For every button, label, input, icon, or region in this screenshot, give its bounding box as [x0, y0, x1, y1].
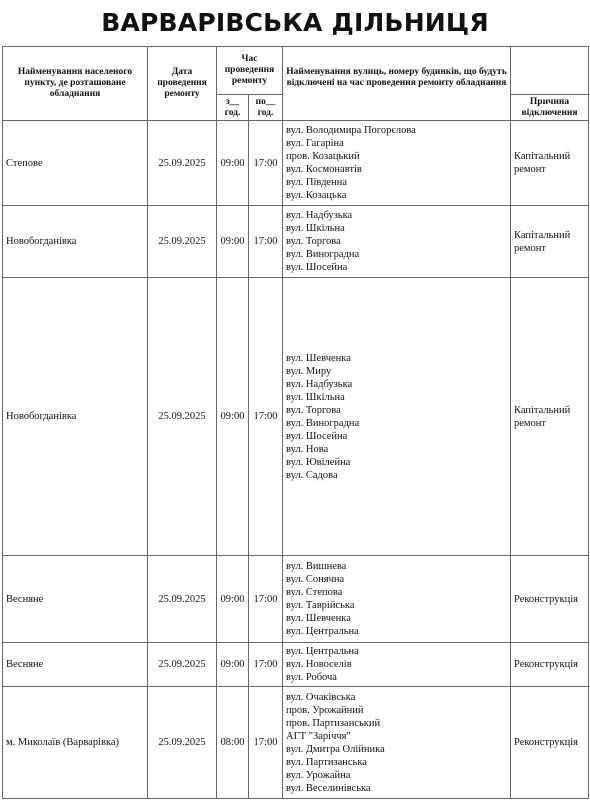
- reason-cell: Капітальний ремонт: [511, 206, 589, 278]
- settlement-cell: м. Миколаїв (Варварівка): [3, 687, 148, 799]
- reason-cell: Капітальний ремонт: [511, 121, 589, 206]
- time-from-cell: 09:00: [217, 121, 249, 206]
- streets-cell: [283, 278, 511, 556]
- header-reason-blank: [511, 47, 589, 95]
- street-item: вул. Дмитра Олійника: [286, 743, 385, 755]
- time-from-cell: 09:00: [217, 278, 249, 556]
- table-row: [3, 687, 589, 799]
- date-cell: 25.09.2025: [148, 556, 217, 643]
- street-item: вул. Виноградна: [286, 417, 360, 429]
- street-item: пров. Урожайний: [286, 704, 364, 716]
- table-row: [3, 643, 589, 687]
- street-item: АГТ "Заріччя": [286, 730, 351, 742]
- streets-cell: [283, 556, 511, 643]
- street-item: вул. Робоча: [286, 672, 337, 683]
- time-from-cell: 09:00: [217, 556, 249, 643]
- reason-cell: Реконструкція: [511, 687, 589, 799]
- street-item: вул. Шосейна: [286, 430, 348, 442]
- street-item: вул. Південна: [286, 177, 347, 188]
- reason-cell: Капітальний ремонт: [511, 278, 589, 556]
- reason-cell: Реконструкція: [511, 556, 589, 643]
- streets-cell: [283, 206, 511, 278]
- street-item: вул. Урожайна: [286, 769, 351, 781]
- time-from-cell: 09:00: [217, 206, 249, 278]
- street-item: пров. Козацький: [286, 151, 360, 162]
- street-item: вул. Козацька: [286, 190, 347, 201]
- street-item: вул. Таврійська: [286, 600, 355, 611]
- street-item: вул. Виноградна: [286, 249, 360, 260]
- header-time-from: з__ год.: [217, 95, 249, 121]
- date-cell: 25.09.2025: [148, 687, 217, 799]
- time-from-cell: 09:00: [217, 643, 249, 687]
- header-streets: Найменування вулиць, номеру будинків, що будуть відключені на час проведення ремонту обладнання: [283, 47, 511, 121]
- street-item: вул. Садова: [286, 469, 338, 481]
- streets-cell: [283, 687, 511, 799]
- time-to-cell: 17:00: [249, 206, 283, 278]
- street-item: вул. Центральна: [286, 646, 359, 657]
- street-item: вул. Вишнева: [286, 561, 347, 572]
- time-to-cell: 17:00: [249, 121, 283, 206]
- table-row: [3, 556, 589, 643]
- street-item: вул. Новоселів: [286, 659, 352, 670]
- streets-cell: [283, 643, 511, 687]
- time-to-cell: 17:00: [249, 687, 283, 799]
- header-reason: Причина відключення: [511, 95, 589, 121]
- street-item: вул. Шосейна: [286, 262, 348, 273]
- street-item: вул. Шевченка: [286, 352, 351, 364]
- header-date: Дата проведення ремонту: [148, 47, 217, 121]
- street-item: вул. Гагаріна: [286, 138, 344, 149]
- header-time: Час проведення ремонту: [217, 47, 283, 95]
- street-item: вул. Торгова: [286, 404, 341, 416]
- street-item: вул. Веселинівська: [286, 782, 371, 794]
- time-to-cell: 17:00: [249, 556, 283, 643]
- date-cell: 25.09.2025: [148, 278, 217, 556]
- street-item: вул. Космонавтів: [286, 164, 362, 175]
- date-cell: 25.09.2025: [148, 643, 217, 687]
- date-cell: 25.09.2025: [148, 121, 217, 206]
- street-item: вул. Степова: [286, 587, 343, 598]
- time-from-cell: 08:00: [217, 687, 249, 799]
- street-item: вул. Володимира Погорєлова: [286, 125, 416, 136]
- street-item: вул. Шкільна: [286, 223, 345, 234]
- reason-cell: Реконструкція: [511, 643, 589, 687]
- settlement-cell: Степове: [3, 121, 148, 206]
- street-item: вул. Торгова: [286, 236, 341, 247]
- date-cell: 25.09.2025: [148, 206, 217, 278]
- street-item: вул. Партизанська: [286, 756, 367, 768]
- settlement-cell: Весняне: [3, 556, 148, 643]
- table-row: [3, 121, 589, 206]
- street-item: вул. Ювілейна: [286, 456, 351, 468]
- table-row: [3, 206, 589, 278]
- streets-cell: [283, 121, 511, 206]
- page-title: ВАРВАРІВСЬКА ДІЛЬНИЦЯ: [101, 8, 489, 37]
- header-settlement: Найменування населеного пункту, де розташоване обладнання: [3, 47, 148, 121]
- outage-schedule-table: [2, 46, 589, 799]
- street-item: вул. Сонячна: [286, 574, 345, 585]
- street-item: вул. Надбузька: [286, 378, 353, 390]
- street-item: вул. Нова: [286, 443, 329, 455]
- street-item: вул. Миру: [286, 365, 332, 377]
- table-body: [3, 121, 589, 799]
- header-time-to: по__ год.: [249, 95, 283, 121]
- settlement-cell: Новобогданівка: [3, 206, 148, 278]
- table-row: [3, 278, 589, 556]
- time-to-cell: 17:00: [249, 643, 283, 687]
- street-item: вул. Очаківська: [286, 691, 356, 703]
- street-item: вул. Надбузька: [286, 210, 353, 221]
- street-item: вул. Шкільна: [286, 391, 345, 403]
- street-item: вул. Шевченка: [286, 613, 351, 624]
- street-item: пров. Партизанський: [286, 717, 381, 729]
- settlement-cell: Весняне: [3, 643, 148, 687]
- time-to-cell: 17:00: [249, 278, 283, 556]
- settlement-cell: Новобогданівка: [3, 278, 148, 556]
- street-item: вул. Центральна: [286, 626, 359, 637]
